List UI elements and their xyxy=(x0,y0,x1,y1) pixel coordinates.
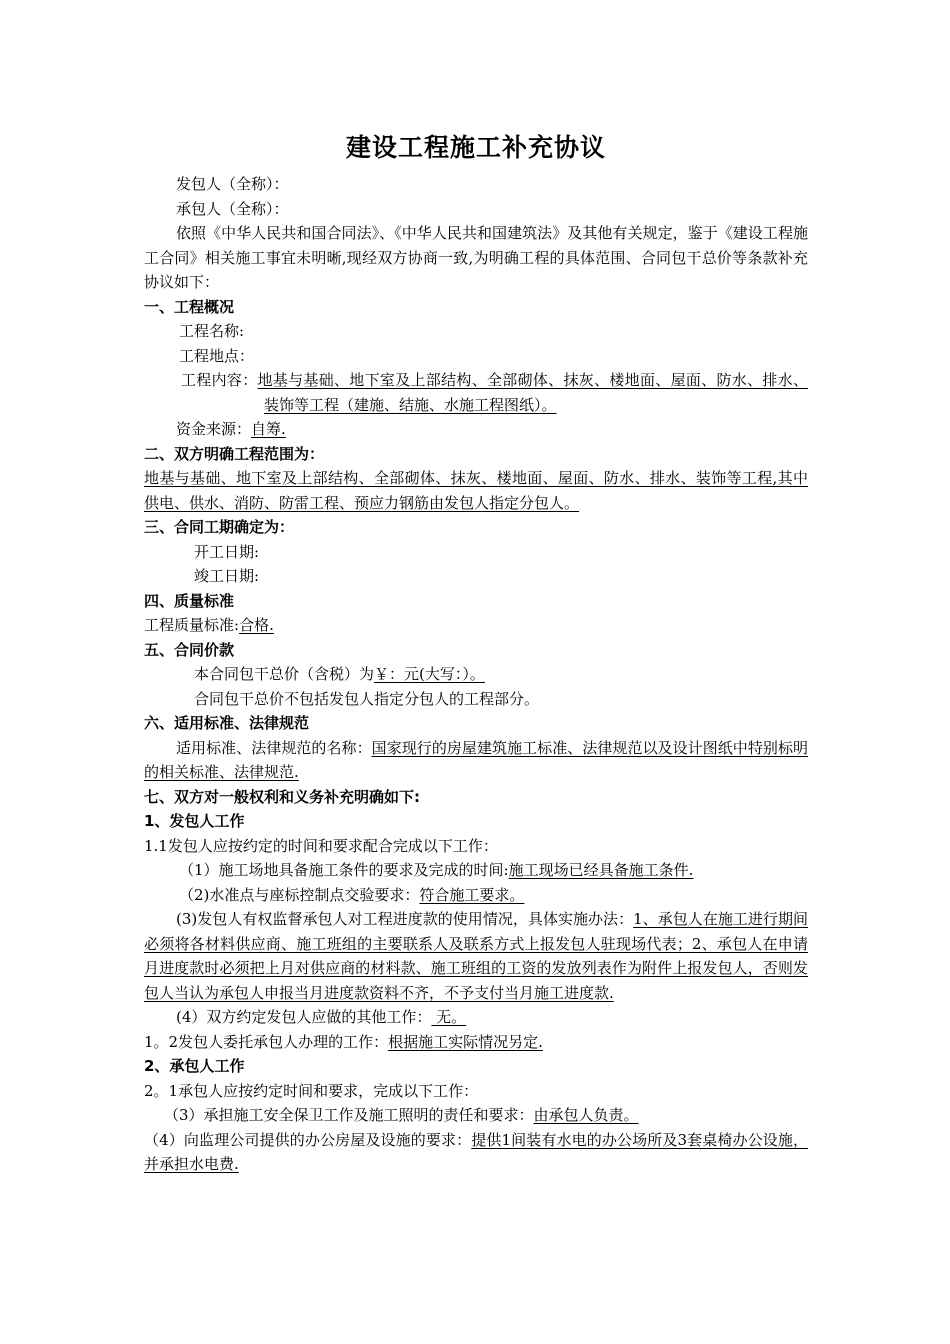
end-date: 竣工日期: xyxy=(194,567,260,585)
project-location: 工程地点： xyxy=(179,346,255,365)
employer-clause-1-2-label: 1。2发包人委托承包人办理的工作： xyxy=(144,1032,389,1051)
standards-value: 国家现行的房屋建筑施工标准、法律规范以及设计图纸中特别标明的相关标准、法律规范. xyxy=(144,738,808,781)
employer-clause-1-2 xyxy=(144,1030,808,1055)
employer-item-3-value: 1、承包人在施工进行期间必须将各材料供应商、施工班组的主要联系人及联系方式上报发包人驻现场代表；2、承包人在申请月进度款时必须把上月对供应商的材料款、施工班组的工资的发放列表作为附件上报发包人，否则发包人当认为承包人申报当月进度款资料不齐，不予支付当月施工进度款. xyxy=(144,910,808,1002)
start-date: 开工日期: xyxy=(194,542,260,561)
price-value: ￥：元(大写：）。 xyxy=(374,665,485,683)
employer-item-3 xyxy=(144,907,808,1005)
employer-item-2-value: 符合施工要求。 xyxy=(419,885,525,904)
employer-item-2 xyxy=(144,883,808,908)
contractor-clause-2-1: 2。1承包人应按约定时间和要求，完成以下工作： xyxy=(144,1081,479,1100)
quality-value: 合格. xyxy=(239,616,274,634)
section-1-heading: 一、工程概况 xyxy=(144,297,235,316)
section-2-heading: 二、双方明确工程范围为： xyxy=(144,444,325,463)
fund-source xyxy=(144,417,808,442)
standards-label: 适用标准、法律规范的名称： xyxy=(176,738,372,757)
contractor-item-3-label: （3）承担施工安全保卫工作及施工照明的责任和要求： xyxy=(164,1106,534,1124)
contract-price xyxy=(144,662,808,687)
section-3-heading: 三、合同工期确定为： xyxy=(144,518,295,536)
employer-clause-1-2-value: 根据施工实际情况另定. xyxy=(388,1032,543,1051)
contractor-item-3 xyxy=(144,1103,808,1128)
employer-clause-1-1: 1.1发包人应按约定的时间和要求配合完成以下工作： xyxy=(144,836,498,855)
employer-item-4-label: (4）双方约定发包人应做的其他工作： xyxy=(176,1008,432,1026)
standards-paragraph xyxy=(144,736,808,785)
intro-paragraph: 依照《中华人民共和国合同法》、《中华人民共和国建筑法》及其他有关规定，鉴于《建设工程施工合同》相关施工事宜未明晰,现经双方协商一致,为明确工程的具体范围、合同包干总价等条款补充协议如下： xyxy=(144,224,808,291)
contractor-item-4-label: （4）向监理公司提供的办公房屋及设施的要求： xyxy=(144,1130,472,1149)
price-note: 合同包干总价不包括发包人指定分包人的工程部分。 xyxy=(194,689,540,708)
employer-item-2-label: （2)水准点与座标控制点交验要求： xyxy=(179,885,420,904)
employer-line: 发包人（全称）： xyxy=(176,175,289,193)
employer-item-1-value: 施工现场已经具备施工条件. xyxy=(508,861,694,879)
employer-item-3-label: (3)发包人有权监督承包人对工程进度款的使用情况，具体实施办法： xyxy=(176,910,634,928)
price-label: 本合同包干总价（含税）为 xyxy=(194,665,375,683)
document-title: 建设工程施工补充协议 xyxy=(345,133,606,162)
section-7-heading: 七、双方对一般权利和义务补充明确如下: xyxy=(144,787,421,806)
contractor-work-heading: 2、承包人工作 xyxy=(144,1057,245,1075)
quality-label: 工程质量标准: xyxy=(144,616,240,634)
employer-item-1-label: （1）施工场地具备施工条件的要求及完成的时间: xyxy=(179,861,509,879)
contractor-item-4 xyxy=(144,1128,808,1177)
project-content xyxy=(144,368,808,417)
contractor-line: 承包人（全称）： xyxy=(176,199,289,218)
employer-item-4 xyxy=(144,1005,808,1030)
employer-item-1 xyxy=(144,858,808,883)
section-6-heading: 六、适用标准、法律规范 xyxy=(144,714,310,732)
scope-paragraph: 地基与基础、地下室及上部结构、全部砌体、抹灰、楼地面、屋面、防水、排水、装饰等工程,其中供电、供水、消防、防雷工程、预应力钢筋由发包人指定分包人。 xyxy=(144,469,808,512)
fund-source-value: 自筹. xyxy=(251,420,286,438)
fund-source-label: 资金来源： xyxy=(176,420,252,438)
employer-item-4-value: 无。 xyxy=(431,1008,467,1026)
document-page xyxy=(144,128,808,1177)
project-name: 工程名称: xyxy=(179,322,245,340)
employer-work-heading: 1、发包人工作 xyxy=(144,812,245,830)
quality-standard xyxy=(144,613,808,638)
project-content-value: 地基与基础、地下室及上部结构、全部砌体、抹灰、楼地面、屋面、防水、排水、装饰等工程（建施、结施、水施工程图纸）。 xyxy=(257,371,808,414)
section-4-heading: 四、质量标准 xyxy=(144,591,235,610)
project-content-label: 工程内容： xyxy=(181,371,258,389)
section-5-heading: 五、合同价款 xyxy=(144,640,235,659)
contractor-item-3-value: 由承包人负责。 xyxy=(533,1106,639,1124)
contractor-item-4-value: 提供1间装有水电的办公场所及3套桌椅办公设施，并承担水电费. xyxy=(144,1130,809,1173)
